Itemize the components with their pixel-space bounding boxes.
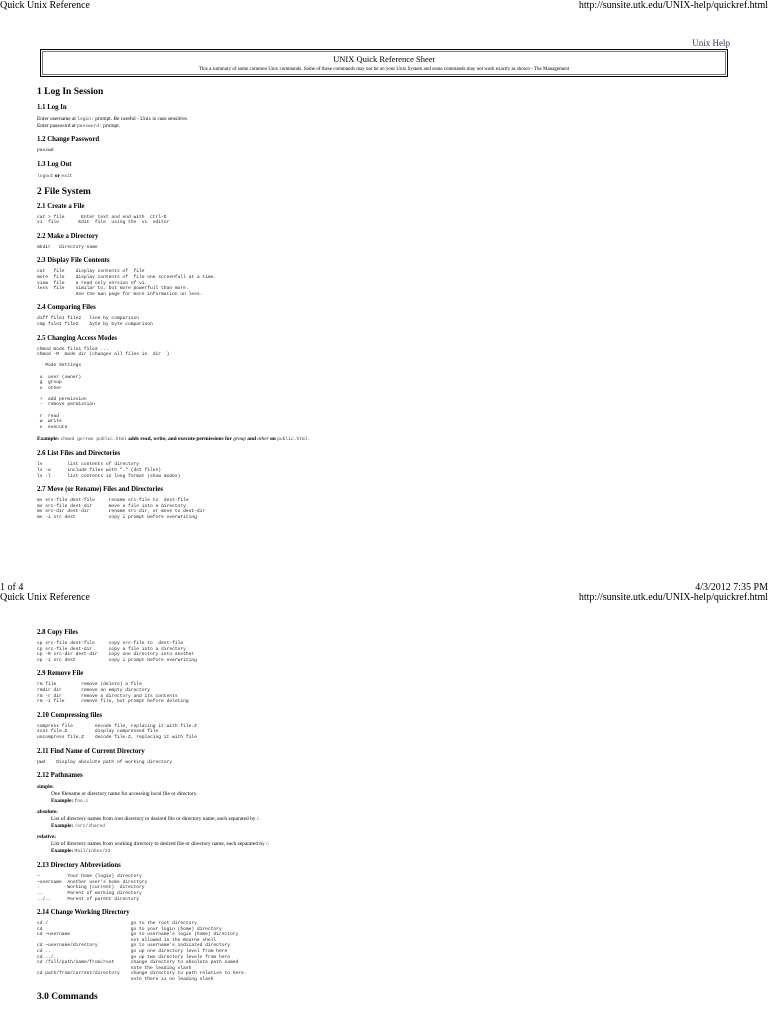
subsection-title: 2.7 Move (or Rename) Files and Directories [37,486,164,494]
page-1-content [37,86,730,521]
code-block: chmod mode file1 file2 ... chmod -R mode dir (changes all files in dir ) Mode Settings u user (owner) g group o other + add permission - remove permission r read w write x execute [37,346,170,430]
text-line: Enter username at login: prompt. Be careful - Unix is case sensitive. [37,116,189,122]
pathname-definition: One filename or directory name for accessing local file or directory. Example: foo.c [51,791,198,805]
example-line: Example: chmod go+rwx public.html adds read, write, and execute permissions for group and other on public.html. [37,436,311,443]
page-2-content [37,628,730,1003]
header-title: Quick Unix Reference [0,0,90,11]
header-url: http://sunsite.utk.edu/UNIX-help/quickref.html [578,0,768,11]
print-header [0,0,768,12]
pathname-term: relative: [37,834,57,841]
header-title: Quick Unix Reference [0,592,90,603]
subsection-title: 2.4 Comparing Files [37,304,96,312]
subsection-title: 1.3 Log Out [37,160,72,168]
code-block: cd / go to the root directory cd go to your login (home) directory cd ~username go to username's login (home) directory not allowed in the Bourne shell cd ~username/directory go to username's indicated directory cd .. go up one directory level from here cd ../.. go up two directory levels from here cd /full/path/name/from/root change directory to absolute path named note the leading slash cd path/from/current/directory change directory to path relative to here. note there is no leading slash [37,921,247,983]
subsection-title: 2.6 List Files and Directories [37,450,121,458]
unix-help-link[interactable]: Unix Help [692,38,730,48]
code-block: cat > file Enter text and end with ctrl-D vi file Edit file using the vi editor [37,214,170,226]
sheet-title: UNIX Quick Reference Sheet [333,54,435,64]
code-block: cp src-file dest-file copy src-file to dest-file cp src-file dest-dir copy a file into a directory cp -R src-dir dest-dir copy one directory into another cp -i src dest copy i prompt before overwriting [37,641,197,663]
text-line: logout or exit [37,172,73,179]
section-title: 1 Log In Session [37,87,104,97]
subsection-title: 2.9 Remove File [37,670,84,678]
subsection-title: 2.5 Changing Access Modes [37,334,118,342]
header-url: http://sunsite.utk.edu/UNIX-help/quickref.html [578,592,768,603]
subsection-title: 1.1 Log In [37,104,67,111]
code-block: mkdir directory-name [37,244,98,250]
code-block: ~ Your home (login) directory ~username Another user's home directory . Working (current) directory .. Parent of working directory ../.. Parent of parent directory [37,874,148,902]
title-box [40,49,728,77]
code-block: mv src-file dest-file rename src-file to dest-file mv src-file dest-dir move a file into a directory mv src-dir dest-dir rename src-dir, or move to dest-dir mv -i src dest copy i prompt before overwriting [37,498,206,520]
subsection-title: 1.2 Change Password [37,136,100,143]
code-block: diff file1 file2 line by comparison cmp file1 file2 byte by byte comparison [37,316,153,327]
pathname-term: absolute: [37,809,58,816]
subsection-title: 2.2 Make a Directory [37,232,99,240]
pathname-term: simple: [37,784,54,791]
subsection-title: 2.10 Compressing files [37,711,103,719]
page-number: 1 of 4 [0,582,24,593]
code-block: compress file encode file, replacing it with file.Z zcat file.Z display compressed file uncompress file.Z decode file.Z, replacing it with file [37,723,197,740]
subsection-title: 2.12 Pathnames [37,772,83,780]
sheet-subtitle: This a summary of some common Unix commands. Some of these commands may not be on your Unix System and some commands may not work exactly as shown - The Management [198,67,570,72]
code-block: passwd [37,148,54,153]
print-header-2 [0,592,768,604]
section-title: 2 File System [37,186,91,197]
subsection-title: 2.1 Create a File [37,202,85,210]
code-block: pwd Display absolute path of working directory [37,759,173,765]
text-line: Enter password at password: prompt. [37,123,121,129]
code-block: rm file remove (delete) a file rmdir dir remove an empty directory rm -r dir remove a directory and its contents rm -i file remove file, but prompt before deleting [37,682,189,705]
code-block: cat file display contents of file more file display contents of file one screenfull at a time. view file a read only version of vi. less file similar to, but more powerfull than more. See the man page for more information on less. [37,269,217,297]
subsection-title: 2.3 Display File Contents [37,257,110,265]
subsection-title: 2.8 Copy Files [37,629,78,636]
pathname-definition: List of directory names from working directory to desired file or directory name, each separated by /. Example: Mail/inbox/23 [51,841,269,855]
subsection-title: 2.14 Change Working Directory [37,909,130,917]
subsection-title: 2.11 Find Name of Current Directory [37,747,145,755]
pathname-definition: List of directory names from root directory to desired file or directory name, each separated by /. Example: /src/shared [51,816,260,830]
section-title: 3.0 Commands [37,991,98,1002]
print-date: 4/3/2012 7:35 PM [695,582,768,593]
code-block: ls list contents of directory ls -a include files with "." (dot files) ls -l list contents in long format (show modes) [37,462,181,479]
subsection-title: 2.13 Directory Abbreviations [37,862,121,870]
